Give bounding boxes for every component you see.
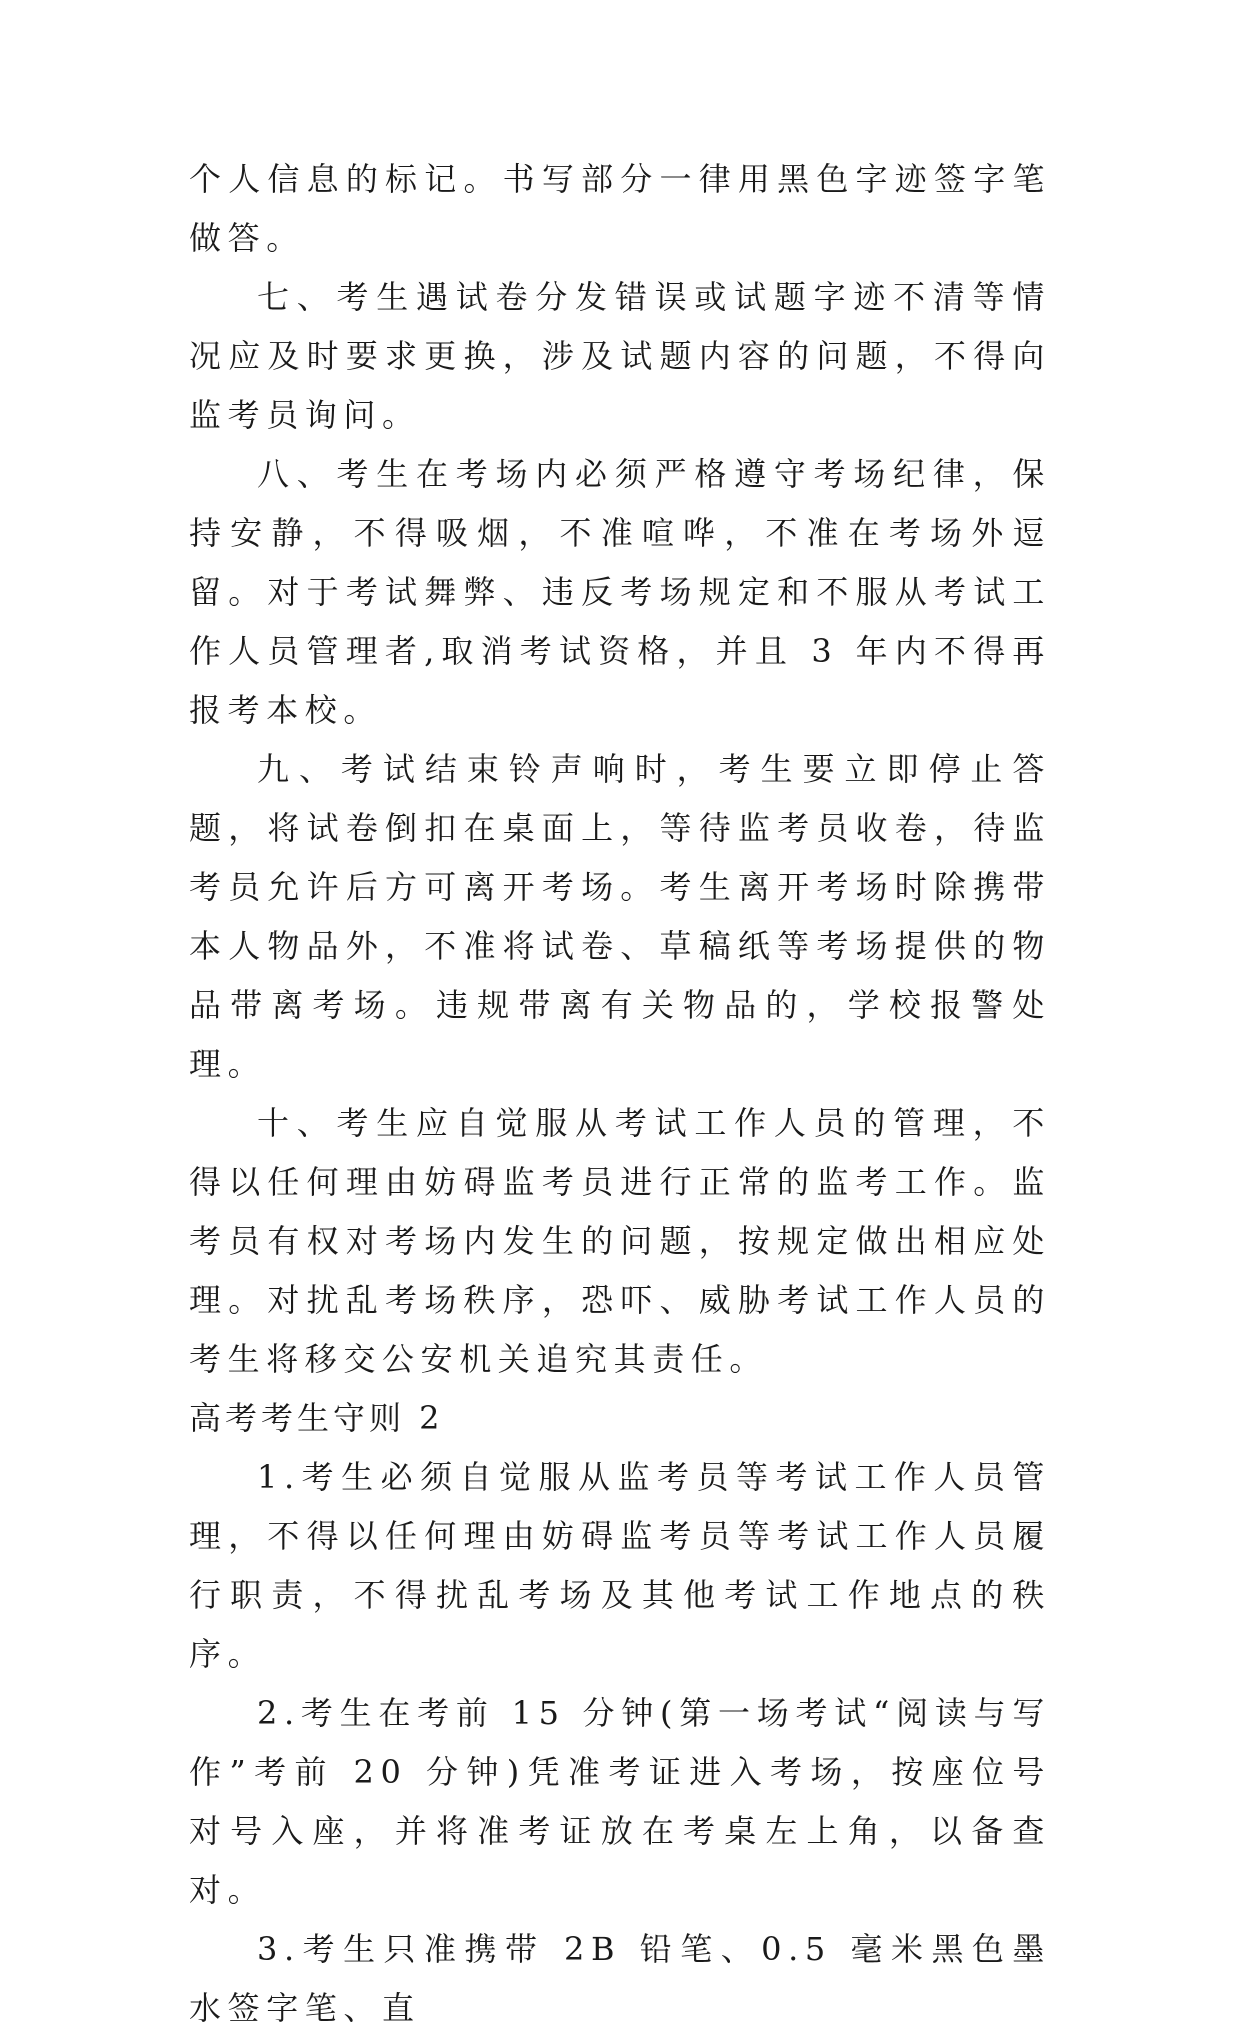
paragraph-rule-8: 八、考生在考场内必须严格遵守考场纪律，保持安静，不得吸烟，不准喧哗，不准在考场外逗留。对于考试舞弊、违反考场规定和不服从考试工作人员管理者,取消考试资格，并且 3 年内不得再报考本校。 bbox=[189, 455, 1051, 729]
paragraph-section2-rule-1: 1.考生必须自觉服从监考员等考试工作人员管理，不得以任何理由妨碍监考员等考试工作人员履行职责，不得扰乱考场及其他考试工作地点的秩序。 bbox=[189, 1458, 1051, 1673]
paragraph-continued: 个人信息的标记。书写部分一律用黑色字迹签字笔做答。 bbox=[189, 160, 1051, 257]
paragraph-rule-10: 十、考生应自觉服从考试工作人员的管理，不得以任何理由妨碍监考员进行正常的监考工作。监考员有权对考场内发生的问题，按规定做出相应处理。对扰乱考场秩序，恐吓、威胁考试工作人员的考生将移交公安机关追究其责任。 bbox=[189, 1104, 1051, 1378]
paragraph-rule-7: 七、考生遇试卷分发错误或试题字迹不清等情况应及时要求更换，涉及试题内容的问题，不得向监考员询问。 bbox=[189, 278, 1051, 434]
paragraph-section2-rule-3: 3.考生只准携带 2B 铅笔、0.5 毫米黑色墨水签字笔、直 bbox=[189, 1930, 1051, 2027]
paragraph-section2-rule-2: 2.考生在考前 15 分钟(第一场考试“阅读与写作”考前 20 分钟)凭准考证进入考场，按座位号对号入座，并将准考证放在考桌左上角，以备查对。 bbox=[189, 1694, 1051, 1909]
section-title: 高考考生守则 2 bbox=[189, 1399, 444, 1437]
paragraph-rule-9: 九、考试结束铃声响时，考生要立即停止答题，将试卷倒扣在桌面上，等待监考员收卷，待监考员允许后方可离开考场。考生离开考场时除携带本人物品外，不准将试卷、草稿纸等考场提供的物品带离考场。违规带离有关物品的，学校报警处理。 bbox=[189, 750, 1051, 1083]
document-page bbox=[189, 150, 1051, 2038]
